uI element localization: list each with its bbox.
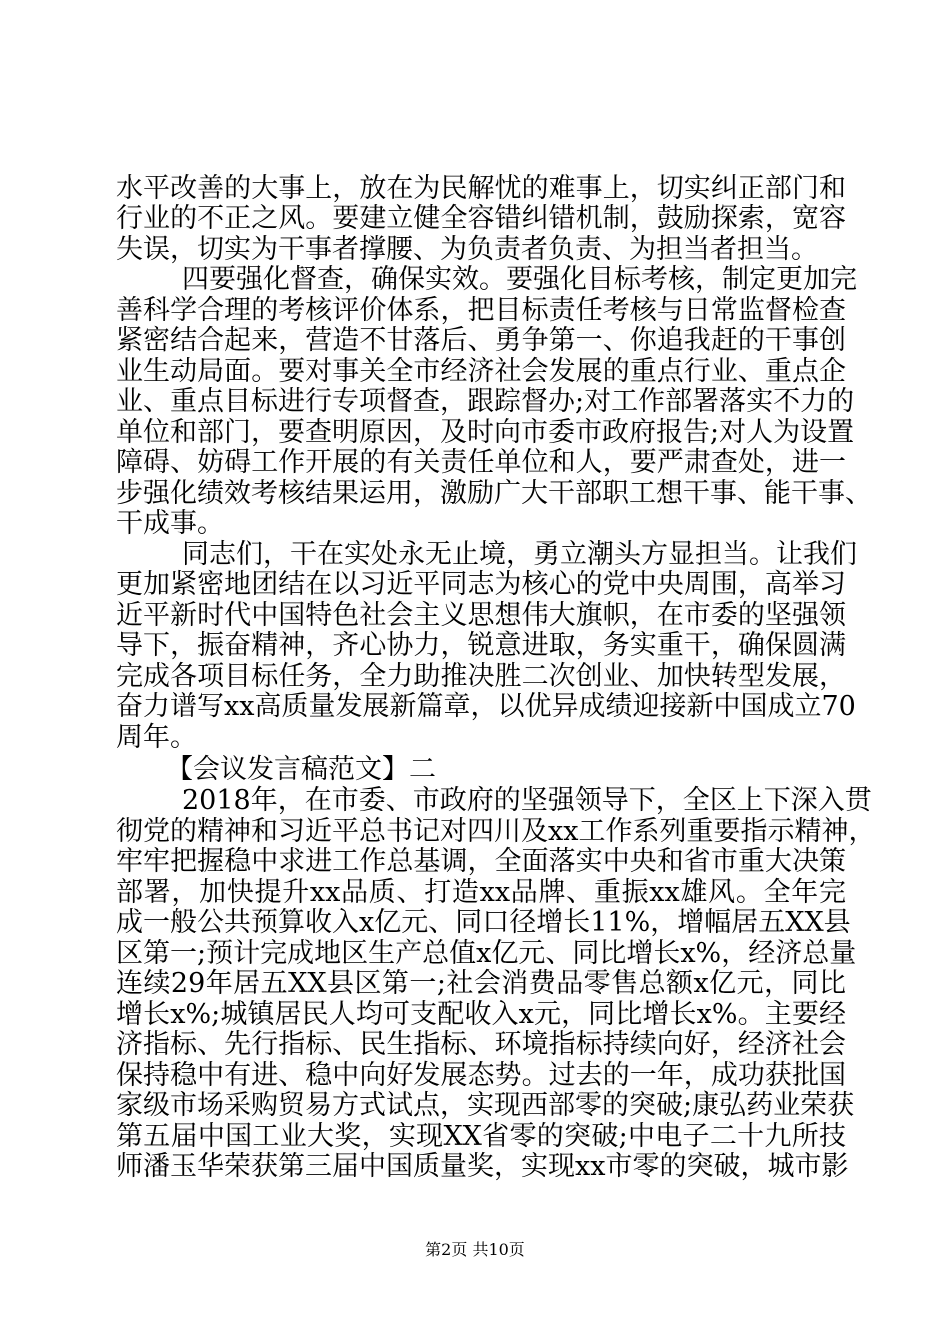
text-line: 周年。 [116,722,197,753]
text-line: 干成事。 [116,508,224,539]
text-line: 紧密结合起来，营造不甘落后、勇争第一、你追我赶的干事创 [116,325,846,356]
page-footer: 第2页 共10页 [425,1240,525,1259]
text-line: 步强化绩效考核结果运用，激励广大干部职工想干事、能干事、 [116,478,872,509]
text-line: 障碍、妨碍工作开展的有关责任单位和人，要严肃查处，进一 [116,447,846,478]
text-line: 牢牢把握稳中求进工作总基调，全面落实中央和省市重大决策 [116,846,846,877]
text-line: 连续29年居五XX县区第一;社会消费品零售总额x亿元，同比 [116,968,846,999]
text-line: 成一般公共预算收入x亿元、同口径增长11%，增幅居五XX县 [116,907,851,938]
text-line: 近平新时代中国特色社会主义思想伟大旗帜，在市委的坚强领 [116,600,846,631]
text-line: 完成各项目标任务，全力助推决胜二次创业、加快转型发展， [116,661,846,692]
text-line: 部署，加快提升xx品质、打造xx品牌、重振xx雄风。全年完 [116,877,846,908]
text-line: 业、重点目标进行专项督查，跟踪督办;对工作部署落实不力的 [116,386,855,417]
text-line: 导下，振奋精神，齐心协力，锐意进取，务实重干，确保圆满 [116,630,846,661]
paragraph-first-line: 2018年，在市委、市政府的坚强领导下，全区上下深入贯 [182,785,872,816]
text-line: 失误，切实为干事者撑腰、为负责者负责、为担当者担当。 [116,234,818,265]
text-line: 增长x%;城镇居民人均可支配收入x元，同比增长x%。主要经 [116,999,846,1030]
text-line: 水平改善的大事上，放在为民解忧的难事上，切实纠正部门和 [116,173,846,204]
paragraph-first-line: 同志们，干在实处永无止境，勇立潮头方显担当。让我们 [182,539,857,570]
section-heading: 【会议发言稿范文】二 [166,754,436,785]
text-line: 师潘玉华荣获第三届中国质量奖，实现xx市零的突破，城市影 [116,1151,849,1182]
text-line: 善科学合理的考核评价体系，把目标责任考核与日常监督检查 [116,295,846,326]
text-line: 保持稳中有进、稳中向好发展态势。过去的一年，成功获批国 [116,1060,846,1091]
text-line: 区第一;预计完成地区生产总值x亿元、同比增长x%，经济总量 [116,938,857,969]
text-line: 家级市场采购贸易方式试点，实现西部零的突破;康弘药业荣获 [116,1090,855,1121]
paragraph-first-line: 四要强化督查，确保实效。要强化目标考核，制定更加完 [182,264,857,295]
text-line: 济指标、先行指标、民生指标、环境指标持续向好，经济社会 [116,1029,846,1060]
text-line: 业生动局面。要对事关全市经济社会发展的重点行业、重点企 [116,356,846,387]
text-line: 单位和部门，要查明原因，及时向市委市政府报告;对人为设置 [116,417,855,448]
text-line: 第五届中国工业大奖，实现XX省零的突破;中电子二十九所技 [116,1121,846,1152]
text-line: 行业的不正之风。要建立健全容错纠错机制，鼓励探索，宽容 [116,203,846,234]
text-line: 奋力谱写xx高质量发展新篇章，以优异成绩迎接新中国成立70 [116,691,856,722]
text-line: 彻党的精神和习近平总书记对四川及xx工作系列重要指示精神， [116,816,876,847]
text-line: 更加紧密地团结在以习近平同志为核心的党中央周围，高举习 [116,569,846,600]
